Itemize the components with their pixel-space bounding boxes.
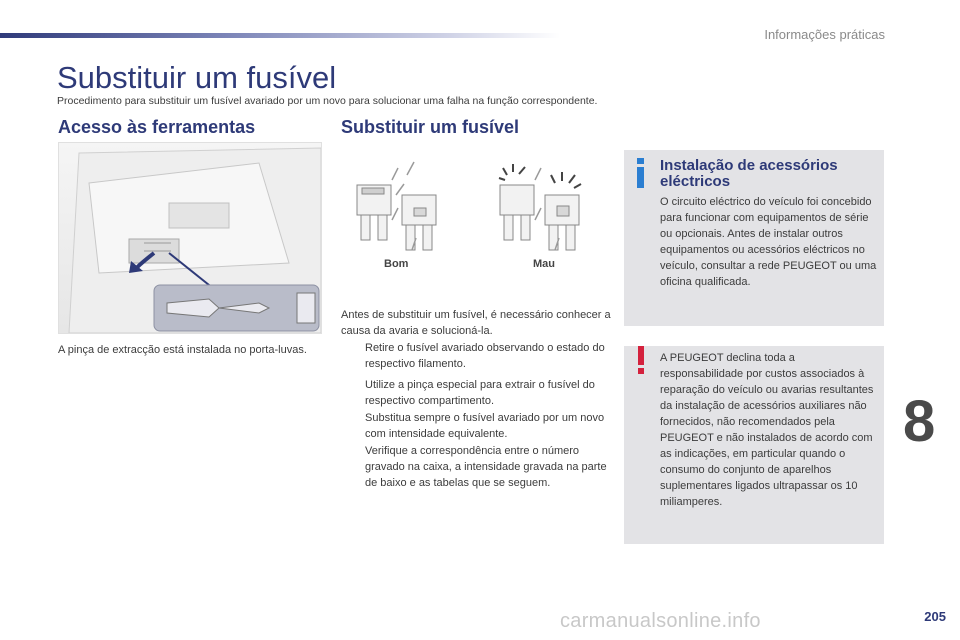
fuse-good-illustration <box>352 150 472 260</box>
page-title: Substituir um fusível <box>57 60 337 95</box>
page-subtitle: Procedimento para substituir um fusível avariado por um novo para solucionar uma falha na função correspondente. <box>57 95 598 107</box>
procedure-steps <box>341 340 611 491</box>
watermark: carmanualsonline.info <box>560 610 761 632</box>
procedure-intro: Antes de substituir um fusível, é necessário conhecer a causa da avaria e solucioná-la. <box>341 309 611 337</box>
warning-text: A PEUGEOT declina toda a responsabilidade por custos associados à reparação do veículo ou avarias resultantes da instalação de acessórios auxiliares não fornecidos, não recomendados pela PEUGEOT e não instalados de acordo com as indicações, em particular quando o consumo do conjunto de aparelhos suplementares ligados ultrapassar os 10 miliamperes. <box>660 352 874 508</box>
warning-box <box>624 346 884 544</box>
fuse-bad-illustration <box>495 150 615 260</box>
section-label: Informações práticas <box>764 27 885 42</box>
info-box <box>624 150 884 326</box>
list-item: Retire o fusível avariado observando o estado do respectivo filamento. <box>365 342 605 370</box>
list-item: Verifique a correspondência entre o número gravado na caixa, a intensidade gravada na parte de baixo e as tabelas que se seguem. <box>365 445 607 489</box>
info-icon <box>634 158 646 188</box>
procedure-text <box>341 307 611 491</box>
list-item: Substitua sempre o fusível avariado por um novo com intensidade equivalente. <box>365 412 605 440</box>
chapter-number: 8 <box>903 389 936 454</box>
header-accent-bar <box>0 33 560 38</box>
warning-icon <box>636 346 646 374</box>
info-title: Instalação de acessórios eléctricos <box>660 157 838 190</box>
fuse-bad-label: Mau <box>533 258 555 270</box>
tools-access-heading: Acesso às ferramentas <box>58 117 256 137</box>
fuse-good-label: Bom <box>384 258 409 270</box>
tools-caption: A pinça de extracção está instalada no porta-luvas. <box>58 344 307 356</box>
list-item: Utilize a pinça especial para extrair o fusível do respectivo compartimento. <box>365 379 595 407</box>
replace-fuse-heading: Substituir um fusível <box>341 117 520 137</box>
info-text: O circuito eléctrico do veículo foi concebido para funcionar com equipamentos de série ou opcionais. Antes de instalar outros equipamentos ou acessórios eléctricos no veículo, consultar a rede PEUGEOT ou uma oficina qualificada. <box>660 196 877 288</box>
glovebox-illustration <box>58 142 322 334</box>
page-number: 205 <box>924 609 946 624</box>
